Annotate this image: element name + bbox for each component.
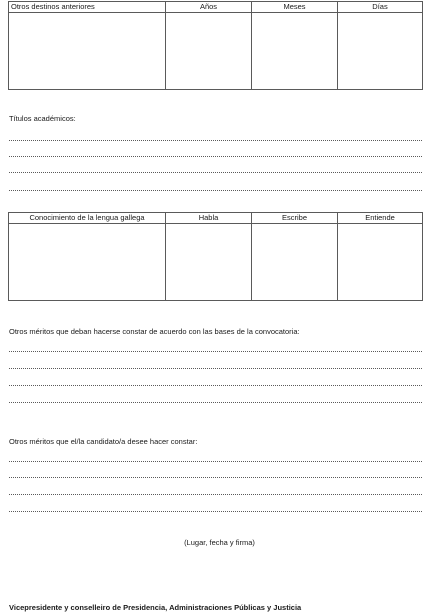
months-header: Meses bbox=[252, 2, 338, 13]
speaks-header: Habla bbox=[166, 213, 252, 224]
months-cell[interactable] bbox=[252, 13, 338, 90]
writes-cell[interactable] bbox=[252, 224, 338, 301]
years-header: Años bbox=[166, 2, 252, 13]
previous-postings-cell[interactable] bbox=[9, 13, 166, 90]
writes-header: Escribe bbox=[252, 213, 338, 224]
merits-bases-line[interactable] bbox=[9, 351, 422, 352]
days-header: Días bbox=[338, 2, 423, 13]
academic-titles-label: Títulos académicos: bbox=[9, 114, 76, 123]
merits-candidate-line[interactable] bbox=[9, 511, 422, 512]
academic-titles-line[interactable] bbox=[9, 172, 422, 173]
place-date-signature: (Lugar, fecha y firma) bbox=[184, 538, 255, 547]
academic-titles-line[interactable] bbox=[9, 140, 422, 141]
merits-bases-label: Otros méritos que deban hacerse constar de acuerdo con las bases de la convocatoria: bbox=[9, 327, 300, 336]
signatory-title: Vicepresidente y conselleiro de Presidencia, Administraciones Públicas y Justicia bbox=[9, 603, 302, 612]
galician-knowledge-header: Conocimiento de la lengua gallega bbox=[9, 213, 166, 224]
merits-candidate-line[interactable] bbox=[9, 461, 422, 462]
speaks-cell[interactable] bbox=[166, 224, 252, 301]
galician-language-table bbox=[8, 212, 423, 301]
understands-header: Entiende bbox=[338, 213, 423, 224]
merits-candidate-line[interactable] bbox=[9, 494, 422, 495]
academic-titles-line[interactable] bbox=[9, 156, 422, 157]
galician-knowledge-cell[interactable] bbox=[9, 224, 166, 301]
merits-bases-line[interactable] bbox=[9, 385, 422, 386]
merits-candidate-label: Otros méritos que el/la candidato/a desee hacer constar: bbox=[9, 437, 198, 446]
days-cell[interactable] bbox=[338, 13, 423, 90]
previous-postings-header: Otros destinos anteriores bbox=[9, 2, 166, 13]
understands-cell[interactable] bbox=[338, 224, 423, 301]
academic-titles-line[interactable] bbox=[9, 190, 422, 191]
merits-bases-line[interactable] bbox=[9, 368, 422, 369]
years-cell[interactable] bbox=[166, 13, 252, 90]
merits-candidate-line[interactable] bbox=[9, 477, 422, 478]
merits-bases-line[interactable] bbox=[9, 402, 422, 403]
previous-postings-table bbox=[8, 1, 423, 90]
